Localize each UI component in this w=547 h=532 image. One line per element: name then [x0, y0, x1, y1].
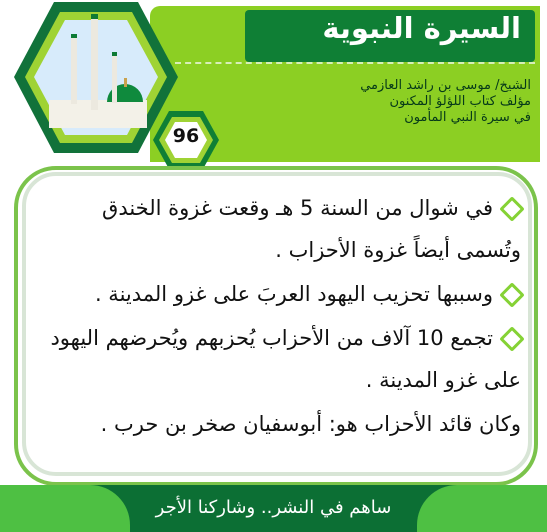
green-diamond-bullet-icon [499, 196, 524, 221]
footer-text: ساهم في النشر.. وشاركنا الأجر [155, 497, 392, 518]
header-divider [175, 62, 535, 64]
green-diamond-bullet-icon [499, 326, 524, 351]
list-item-note: وكان قائد الأحزاب هو: أبوسفيان صخر بن حرب . [100, 412, 521, 436]
list-item-continuation: وتُسمى أيضاً غزوة الأحزاب . [275, 238, 521, 262]
content-text [51, 190, 521, 442]
author-name: الشيخ/ موسى بن راشد العازمي [360, 78, 531, 93]
green-diamond-bullet-icon [499, 282, 524, 307]
list-item: في شوال من السنة 5 هـ وقعت غزوة الخندق [51, 190, 521, 226]
list-item: وسببها تحزيب اليهود العربَ على غزو المدينة . [51, 276, 521, 312]
episode-number: 96 [172, 125, 200, 147]
author-book: مؤلف كتاب اللؤلؤ المكنون [389, 94, 531, 109]
list-item-continuation: على غزو المدينة . [365, 368, 521, 392]
list-item: تجمع 10 آلاف من الأحزاب يُحزبهم ويُحرضهم اليهود [51, 320, 521, 356]
author-book-subtitle: في سيرة النبي المأمون [404, 110, 531, 125]
author-block [261, 78, 531, 126]
page-title: السيرة النبوية [322, 11, 521, 45]
